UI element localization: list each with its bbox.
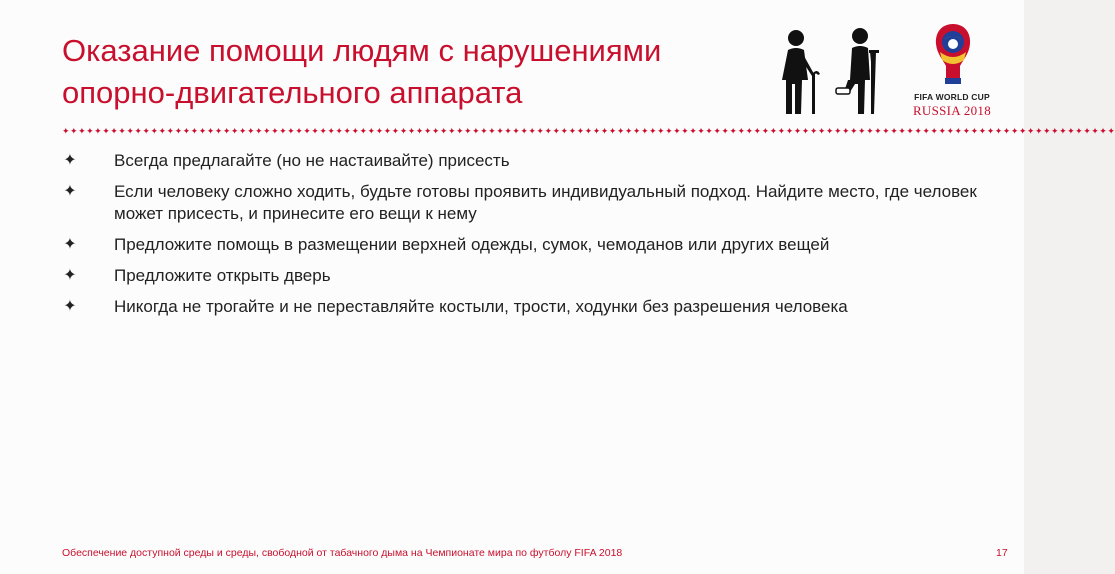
bullet-text: Предложите помощь в размещении верхней одежды, сумок, чемоданов или других вещей: [114, 235, 830, 254]
logo-line-2: RUSSIA 2018: [912, 103, 992, 118]
bullet-list: [62, 150, 992, 327]
bullet-star-icon: ✦: [63, 298, 77, 315]
bullet-text: Всегда предлагайте (но не настаивайте) присесть: [114, 151, 510, 170]
bullet-text: Предложите открыть дверь: [114, 266, 331, 285]
bullet-star-icon: ✦: [63, 267, 77, 284]
list-item: [62, 265, 992, 287]
bullet-text: Если человеку сложно ходить, будьте готовы проявить индивидуальный подход. Найдите место, где человек может присесть, и принесите его вещи к нему: [114, 182, 977, 223]
list-item: [62, 296, 992, 318]
bullet-text: Никогда не трогайте и не переставляйте костыли, трости, ходунки без разрешения человека: [114, 297, 848, 316]
person-with-crutch-icon: [836, 28, 879, 114]
pictogram-group: [770, 22, 890, 122]
page-number: 17: [996, 547, 1008, 559]
decorative-divider: ✦✦✦✦✦✦✦✦✦✦✦✦✦✦✦✦✦✦✦✦✦✦✦✦✦✦✦✦✦✦✦✦✦✦✦✦✦✦✦✦✦✦✦✦✦✦✦✦✦✦✦✦✦✦✦✦✦✦✦✦✦✦✦✦✦✦✦✦✦✦✦✦✦✦✦✦✦✦✦✦✦✦✦✦✦✦✦✦✦✦✦✦✦✦✦✦✦✦✦✦✦✦✦✦✦✦✦✦✦✦✦✦✦✦✦✦✦✦✦✦✦✦✦✦✦✦✦✦✦✦✦: [62, 126, 1115, 136]
list-item: [62, 181, 992, 225]
bullet-star-icon: ✦: [63, 183, 77, 200]
title-line-2: опорно-двигательного аппарата: [62, 75, 523, 110]
footer-text: Обеспечение доступной среды и среды, свободной от табачного дыма на Чемпионате мира по футболу FIFA 2018: [62, 547, 623, 559]
bullet-star-icon: ✦: [63, 236, 77, 253]
fifa-world-cup-logo: [904, 22, 1000, 122]
logo-line-1: FIFA WORLD CUP: [914, 92, 990, 102]
title-line-1: Оказание помощи людям с нарушениями: [62, 33, 662, 68]
person-with-cane-icon: [782, 30, 820, 114]
slide-title: [62, 30, 762, 114]
list-item: [62, 150, 992, 172]
bullet-star-icon: ✦: [63, 152, 77, 169]
list-item: [62, 234, 992, 256]
world-cup-emblem-icon: [930, 22, 976, 88]
